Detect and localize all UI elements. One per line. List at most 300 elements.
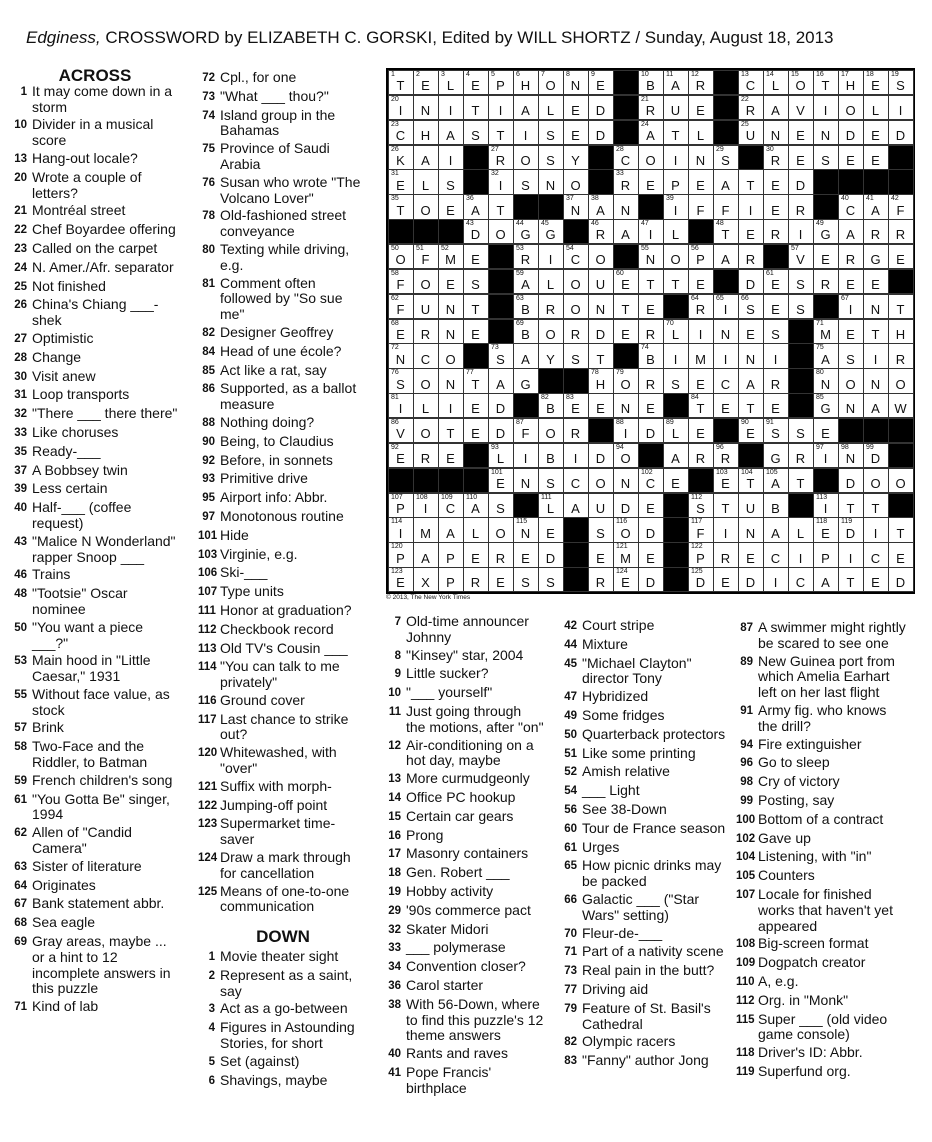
grid-cell[interactable]	[413, 269, 439, 294]
clue[interactable]	[560, 708, 730, 725]
grid-cell[interactable]	[588, 517, 614, 542]
grid-cell[interactable]	[388, 145, 414, 170]
grid-cell[interactable]	[763, 269, 789, 294]
grid-cell[interactable]	[388, 70, 414, 95]
grid-cell[interactable]	[613, 418, 639, 443]
grid-cell[interactable]	[688, 95, 714, 120]
grid-cell[interactable]	[663, 319, 689, 344]
grid-cell[interactable]	[863, 120, 889, 145]
grid-cell[interactable]	[463, 368, 489, 393]
grid-cell[interactable]	[763, 567, 789, 592]
grid-cell[interactable]	[538, 120, 564, 145]
grid-cell[interactable]	[488, 95, 514, 120]
grid-cell[interactable]	[838, 70, 864, 95]
clue[interactable]	[198, 528, 368, 545]
grid-cell[interactable]	[613, 219, 639, 244]
grid-cell[interactable]	[838, 244, 864, 269]
grid-cell[interactable]	[713, 145, 739, 170]
grid-cell[interactable]	[613, 194, 639, 219]
grid-cell[interactable]	[513, 269, 539, 294]
grid-cell[interactable]	[413, 294, 439, 319]
clue[interactable]	[10, 720, 180, 737]
clue[interactable]	[10, 387, 180, 404]
clue[interactable]	[384, 846, 544, 863]
grid-cell[interactable]	[638, 269, 664, 294]
grid-cell[interactable]	[813, 219, 839, 244]
grid-cell[interactable]	[388, 517, 414, 542]
grid-cell[interactable]	[863, 219, 889, 244]
grid-cell[interactable]	[513, 542, 539, 567]
clue[interactable]	[736, 993, 906, 1010]
grid-cell[interactable]	[813, 95, 839, 120]
grid-cell[interactable]	[713, 542, 739, 567]
grid-cell[interactable]	[613, 269, 639, 294]
grid-cell[interactable]	[563, 443, 589, 468]
grid-cell[interactable]	[513, 343, 539, 368]
grid-cell[interactable]	[413, 194, 439, 219]
grid-cell[interactable]	[838, 294, 864, 319]
grid-cell[interactable]	[388, 319, 414, 344]
grid-cell[interactable]	[538, 145, 564, 170]
grid-cell[interactable]	[488, 443, 514, 468]
grid-cell[interactable]	[388, 294, 414, 319]
grid-cell[interactable]	[463, 219, 489, 244]
clue[interactable]	[10, 896, 180, 913]
grid-cell[interactable]	[413, 145, 439, 170]
grid-cell[interactable]	[438, 493, 464, 518]
grid-cell[interactable]	[688, 493, 714, 518]
grid-cell[interactable]	[638, 244, 664, 269]
grid-cell[interactable]	[438, 517, 464, 542]
clue[interactable]	[198, 242, 368, 274]
grid-cell[interactable]	[738, 95, 764, 120]
grid-cell[interactable]	[413, 493, 439, 518]
clue[interactable]	[198, 453, 368, 470]
grid-cell[interactable]	[463, 493, 489, 518]
grid-cell[interactable]	[463, 194, 489, 219]
grid-cell[interactable]	[538, 244, 564, 269]
grid-cell[interactable]	[763, 368, 789, 393]
grid-cell[interactable]	[588, 194, 614, 219]
grid-cell[interactable]	[513, 95, 539, 120]
grid-cell[interactable]	[538, 517, 564, 542]
grid-cell[interactable]	[838, 517, 864, 542]
clue[interactable]	[198, 363, 368, 380]
grid-cell[interactable]	[738, 542, 764, 567]
grid-cell[interactable]	[438, 145, 464, 170]
clue[interactable]	[736, 974, 906, 991]
clue[interactable]	[10, 444, 180, 461]
grid-cell[interactable]	[663, 368, 689, 393]
grid-cell[interactable]	[863, 269, 889, 294]
grid-cell[interactable]	[738, 567, 764, 592]
clue[interactable]	[10, 170, 180, 202]
grid-cell[interactable]	[813, 70, 839, 95]
grid-cell[interactable]	[888, 244, 914, 269]
grid-cell[interactable]	[738, 169, 764, 194]
clue[interactable]	[560, 656, 730, 688]
grid-cell[interactable]	[763, 194, 789, 219]
grid-cell[interactable]	[388, 95, 414, 120]
grid-cell[interactable]	[888, 70, 914, 95]
clue[interactable]	[384, 666, 544, 683]
grid-cell[interactable]	[513, 294, 539, 319]
clue[interactable]	[560, 764, 730, 781]
clue[interactable]	[736, 868, 906, 885]
grid-cell[interactable]	[788, 219, 814, 244]
grid-cell[interactable]	[663, 70, 689, 95]
grid-cell[interactable]	[688, 169, 714, 194]
grid-cell[interactable]	[638, 468, 664, 493]
clue[interactable]	[198, 884, 368, 916]
grid-cell[interactable]	[413, 443, 439, 468]
clue[interactable]	[198, 547, 368, 564]
grid-cell[interactable]	[413, 393, 439, 418]
grid-cell[interactable]	[563, 145, 589, 170]
grid-cell[interactable]	[563, 169, 589, 194]
clue[interactable]	[384, 1065, 544, 1097]
grid-cell[interactable]	[888, 517, 914, 542]
grid-cell[interactable]	[838, 443, 864, 468]
clue[interactable]	[198, 490, 368, 507]
grid-cell[interactable]	[413, 343, 439, 368]
grid-cell[interactable]	[463, 269, 489, 294]
grid-cell[interactable]	[413, 517, 439, 542]
clue[interactable]	[384, 865, 544, 882]
grid-cell[interactable]	[813, 368, 839, 393]
grid-cell[interactable]	[413, 567, 439, 592]
grid-cell[interactable]	[863, 493, 889, 518]
grid-cell[interactable]	[863, 393, 889, 418]
grid-cell[interactable]	[688, 393, 714, 418]
grid-cell[interactable]	[513, 468, 539, 493]
grid-cell[interactable]	[588, 120, 614, 145]
grid-cell[interactable]	[788, 418, 814, 443]
clue[interactable]	[384, 940, 544, 957]
grid-cell[interactable]	[438, 244, 464, 269]
grid-cell[interactable]	[738, 194, 764, 219]
grid-cell[interactable]	[438, 368, 464, 393]
grid-cell[interactable]	[888, 95, 914, 120]
clue[interactable]	[10, 586, 180, 618]
clue[interactable]	[736, 620, 906, 652]
clue[interactable]	[10, 151, 180, 168]
grid-cell[interactable]	[738, 120, 764, 145]
grid-cell[interactable]	[588, 542, 614, 567]
clue[interactable]	[384, 614, 544, 646]
clue[interactable]	[10, 934, 180, 997]
grid-cell[interactable]	[438, 294, 464, 319]
grid-cell[interactable]	[713, 244, 739, 269]
grid-cell[interactable]	[763, 468, 789, 493]
grid-cell[interactable]	[413, 70, 439, 95]
clue[interactable]	[198, 325, 368, 342]
grid-cell[interactable]	[588, 95, 614, 120]
clue[interactable]	[10, 567, 180, 584]
grid-cell[interactable]	[763, 169, 789, 194]
clue[interactable]	[198, 779, 368, 796]
grid-cell[interactable]	[538, 319, 564, 344]
grid-cell[interactable]	[738, 418, 764, 443]
grid-cell[interactable]	[813, 393, 839, 418]
grid-cell[interactable]	[788, 244, 814, 269]
grid-cell[interactable]	[388, 443, 414, 468]
clue[interactable]	[198, 1073, 368, 1090]
clue[interactable]	[10, 222, 180, 239]
grid-cell[interactable]	[413, 368, 439, 393]
clue[interactable]	[736, 812, 906, 829]
grid-cell[interactable]	[663, 219, 689, 244]
grid-cell[interactable]	[863, 368, 889, 393]
grid-cell[interactable]	[413, 542, 439, 567]
clue[interactable]	[10, 999, 180, 1016]
grid-cell[interactable]	[613, 517, 639, 542]
grid-cell[interactable]	[488, 567, 514, 592]
grid-cell[interactable]	[513, 244, 539, 269]
clue[interactable]	[198, 745, 368, 777]
clue[interactable]	[198, 509, 368, 526]
clue[interactable]	[198, 276, 368, 323]
clue[interactable]	[198, 565, 368, 582]
clue[interactable]	[384, 828, 544, 845]
grid-cell[interactable]	[388, 343, 414, 368]
clue[interactable]	[198, 641, 368, 658]
grid-cell[interactable]	[763, 517, 789, 542]
grid-cell[interactable]	[613, 145, 639, 170]
grid-cell[interactable]	[488, 145, 514, 170]
clue[interactable]	[10, 481, 180, 498]
grid-cell[interactable]	[488, 418, 514, 443]
grid-cell[interactable]	[538, 468, 564, 493]
grid-cell[interactable]	[413, 244, 439, 269]
grid-cell[interactable]	[438, 542, 464, 567]
grid-cell[interactable]	[813, 319, 839, 344]
grid-cell[interactable]	[438, 343, 464, 368]
grid-cell[interactable]	[788, 567, 814, 592]
grid-cell[interactable]	[388, 567, 414, 592]
grid-cell[interactable]	[663, 145, 689, 170]
grid-cell[interactable]	[713, 468, 739, 493]
grid-cell[interactable]	[838, 493, 864, 518]
grid-cell[interactable]	[588, 443, 614, 468]
grid-cell[interactable]	[888, 468, 914, 493]
grid-cell[interactable]	[588, 294, 614, 319]
clue[interactable]	[384, 809, 544, 826]
grid-cell[interactable]	[713, 368, 739, 393]
clue[interactable]	[560, 982, 730, 999]
grid-cell[interactable]	[663, 343, 689, 368]
clue[interactable]	[10, 792, 180, 824]
clue[interactable]	[736, 703, 906, 735]
clue[interactable]	[10, 350, 180, 367]
clue[interactable]	[384, 1046, 544, 1063]
grid-cell[interactable]	[488, 468, 514, 493]
clue[interactable]	[10, 297, 180, 329]
clue[interactable]	[198, 208, 368, 240]
clue[interactable]	[10, 84, 180, 116]
clue[interactable]	[198, 70, 368, 87]
clue[interactable]	[198, 89, 368, 106]
grid-cell[interactable]	[838, 194, 864, 219]
clue[interactable]	[560, 689, 730, 706]
clue[interactable]	[198, 1020, 368, 1052]
clue[interactable]	[10, 773, 180, 790]
grid-cell[interactable]	[888, 219, 914, 244]
grid-cell[interactable]	[638, 343, 664, 368]
clue[interactable]	[198, 622, 368, 639]
grid-cell[interactable]	[688, 145, 714, 170]
clue[interactable]	[560, 926, 730, 943]
clue[interactable]	[198, 434, 368, 451]
clue[interactable]	[384, 704, 544, 736]
grid-cell[interactable]	[638, 70, 664, 95]
clue[interactable]	[10, 825, 180, 857]
grid-cell[interactable]	[713, 393, 739, 418]
grid-cell[interactable]	[738, 368, 764, 393]
grid-cell[interactable]	[688, 517, 714, 542]
grid-cell[interactable]	[563, 244, 589, 269]
grid-cell[interactable]	[688, 269, 714, 294]
grid-cell[interactable]	[863, 443, 889, 468]
grid-cell[interactable]	[388, 194, 414, 219]
grid-cell[interactable]	[713, 169, 739, 194]
grid-cell[interactable]	[488, 169, 514, 194]
grid-cell[interactable]	[863, 343, 889, 368]
grid-cell[interactable]	[588, 343, 614, 368]
grid-cell[interactable]	[813, 517, 839, 542]
grid-cell[interactable]	[488, 120, 514, 145]
grid-cell[interactable]	[413, 169, 439, 194]
grid-cell[interactable]	[638, 517, 664, 542]
grid-cell[interactable]	[638, 120, 664, 145]
clue[interactable]	[736, 936, 906, 953]
clue[interactable]	[10, 279, 180, 296]
clue[interactable]	[10, 687, 180, 719]
grid-cell[interactable]	[838, 542, 864, 567]
grid-cell[interactable]	[438, 70, 464, 95]
grid-cell[interactable]	[563, 468, 589, 493]
grid-cell[interactable]	[613, 169, 639, 194]
clue[interactable]	[384, 903, 544, 920]
grid-cell[interactable]	[663, 443, 689, 468]
grid-cell[interactable]	[588, 468, 614, 493]
grid-cell[interactable]	[538, 567, 564, 592]
grid-cell[interactable]	[588, 393, 614, 418]
grid-cell[interactable]	[438, 194, 464, 219]
grid-cell[interactable]	[888, 368, 914, 393]
grid-cell[interactable]	[563, 393, 589, 418]
clue[interactable]	[384, 738, 544, 770]
grid-cell[interactable]	[513, 517, 539, 542]
grid-cell[interactable]	[863, 145, 889, 170]
grid-cell[interactable]	[863, 70, 889, 95]
grid-cell[interactable]	[713, 443, 739, 468]
grid-cell[interactable]	[888, 194, 914, 219]
clue[interactable]	[560, 746, 730, 763]
grid-cell[interactable]	[563, 70, 589, 95]
grid-cell[interactable]	[738, 493, 764, 518]
grid-cell[interactable]	[388, 269, 414, 294]
grid-cell[interactable]	[688, 567, 714, 592]
clue[interactable]	[198, 712, 368, 744]
clue[interactable]	[384, 884, 544, 901]
grid-cell[interactable]	[763, 443, 789, 468]
grid-cell[interactable]	[588, 70, 614, 95]
grid-cell[interactable]	[713, 319, 739, 344]
grid-cell[interactable]	[713, 567, 739, 592]
grid-cell[interactable]	[638, 219, 664, 244]
clue[interactable]	[198, 344, 368, 361]
clue[interactable]	[560, 892, 730, 924]
grid-cell[interactable]	[738, 319, 764, 344]
grid-cell[interactable]	[763, 120, 789, 145]
grid-cell[interactable]	[838, 95, 864, 120]
grid-cell[interactable]	[738, 393, 764, 418]
grid-cell[interactable]	[488, 393, 514, 418]
clue[interactable]	[736, 955, 906, 972]
grid-cell[interactable]	[588, 368, 614, 393]
grid-cell[interactable]	[538, 70, 564, 95]
clue[interactable]	[198, 175, 368, 207]
grid-cell[interactable]	[388, 244, 414, 269]
grid-cell[interactable]	[513, 418, 539, 443]
grid-cell[interactable]	[538, 343, 564, 368]
grid-cell[interactable]	[763, 70, 789, 95]
grid-cell[interactable]	[788, 294, 814, 319]
grid-cell[interactable]	[488, 493, 514, 518]
clue[interactable]	[560, 618, 730, 635]
grid-cell[interactable]	[863, 468, 889, 493]
clue[interactable]	[10, 425, 180, 442]
clue[interactable]	[736, 1045, 906, 1062]
clue[interactable]	[384, 997, 544, 1044]
grid-cell[interactable]	[838, 145, 864, 170]
grid-cell[interactable]	[638, 169, 664, 194]
clue[interactable]	[736, 755, 906, 772]
grid-cell[interactable]	[763, 493, 789, 518]
clue[interactable]	[198, 659, 368, 691]
grid-cell[interactable]	[763, 343, 789, 368]
grid-cell[interactable]	[788, 194, 814, 219]
grid-cell[interactable]	[613, 567, 639, 592]
grid-cell[interactable]	[463, 393, 489, 418]
grid-cell[interactable]	[538, 269, 564, 294]
clue[interactable]	[10, 406, 180, 423]
clue[interactable]	[198, 798, 368, 815]
clue[interactable]	[198, 816, 368, 848]
grid-cell[interactable]	[613, 294, 639, 319]
grid-cell[interactable]	[713, 343, 739, 368]
clue[interactable]	[384, 685, 544, 702]
grid-cell[interactable]	[563, 493, 589, 518]
grid-cell[interactable]	[388, 542, 414, 567]
clue[interactable]	[384, 959, 544, 976]
grid-cell[interactable]	[638, 542, 664, 567]
clue[interactable]	[198, 381, 368, 413]
grid-cell[interactable]	[413, 95, 439, 120]
grid-cell[interactable]	[713, 517, 739, 542]
grid-cell[interactable]	[863, 244, 889, 269]
clue[interactable]	[560, 858, 730, 890]
clue[interactable]	[10, 260, 180, 277]
grid-cell[interactable]	[788, 517, 814, 542]
grid-cell[interactable]	[738, 269, 764, 294]
grid-cell[interactable]	[888, 294, 914, 319]
grid-cell[interactable]	[488, 70, 514, 95]
grid-cell[interactable]	[788, 269, 814, 294]
grid-cell[interactable]	[388, 418, 414, 443]
clue[interactable]	[198, 949, 368, 966]
